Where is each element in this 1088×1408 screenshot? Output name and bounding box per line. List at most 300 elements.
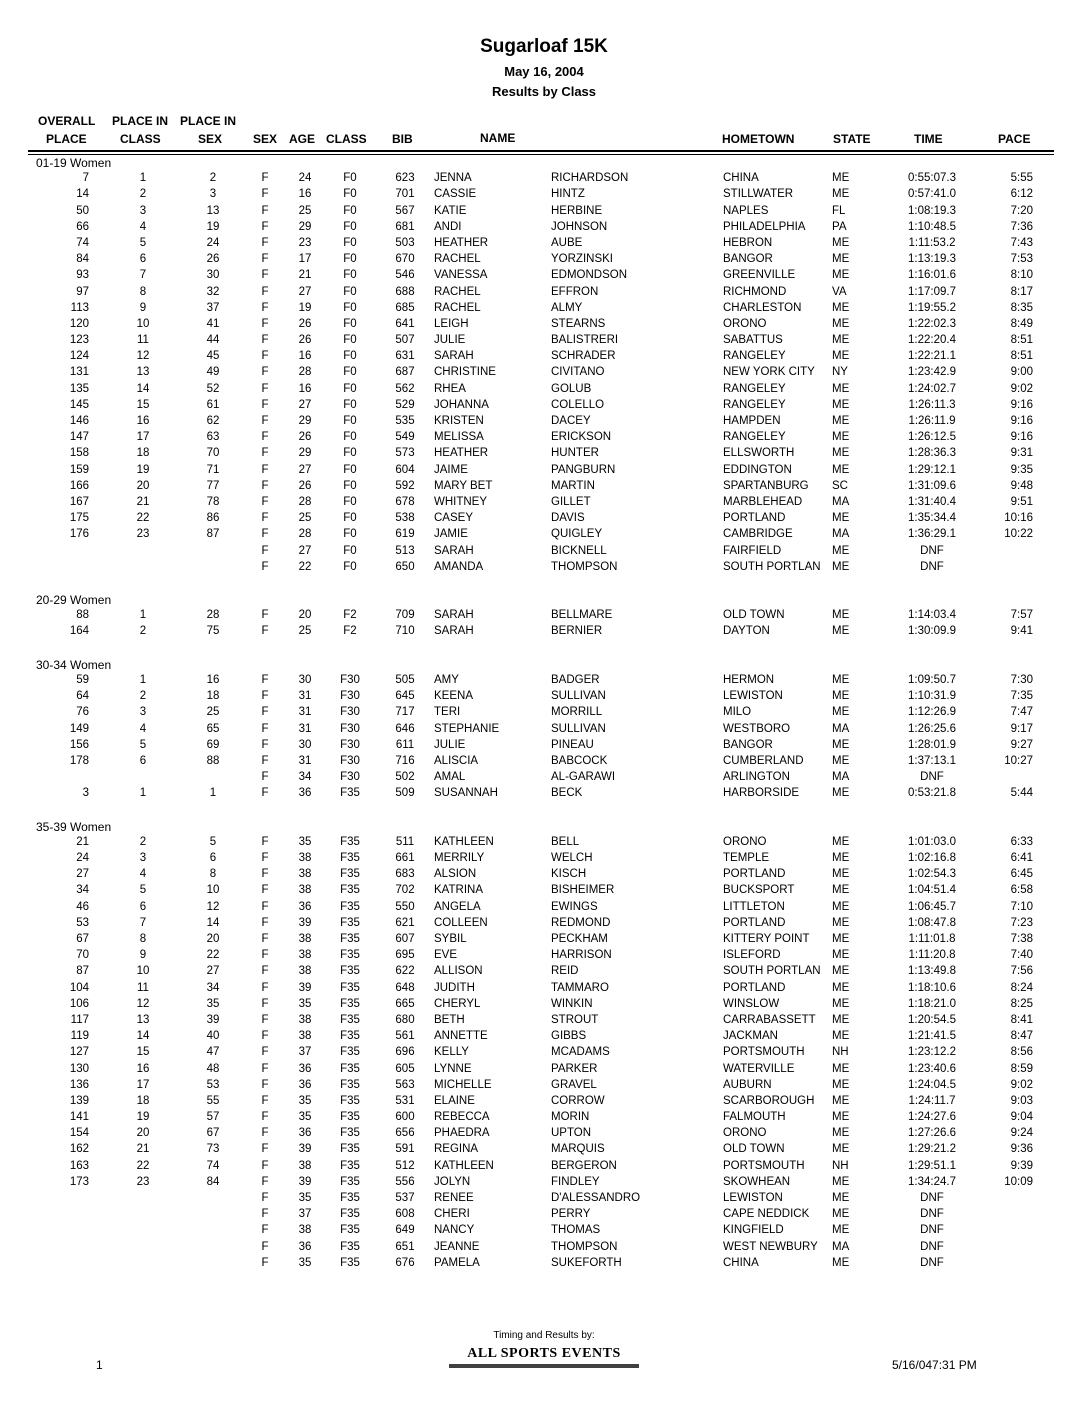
cell-first-name: RACHEL: [434, 253, 481, 266]
cell-sex: F: [261, 1013, 269, 1026]
cell-bib: 716: [395, 754, 415, 767]
cell-hometown: SKOWHEAN: [723, 1175, 791, 1188]
cell-pace: 8:49: [1010, 317, 1033, 330]
cell-state: ME: [832, 172, 850, 185]
col-state: STATE: [833, 132, 871, 146]
cell-pace: 9:24: [1010, 1127, 1033, 1140]
cell-overall-place: 162: [69, 1143, 89, 1156]
cell-class: F35: [340, 900, 360, 913]
cell-overall-place: 120: [69, 317, 89, 330]
col-class: CLASS: [326, 132, 367, 146]
cell-hometown: FAIRFIELD: [723, 544, 782, 557]
cell-state: ME: [832, 447, 850, 460]
cell-class: F35: [340, 1159, 360, 1172]
cell-overall-place: 130: [69, 1062, 89, 1075]
cell-hometown: CHINA: [723, 1256, 759, 1269]
cell-age: 39: [298, 1175, 312, 1188]
cell-pace: 7:10: [1010, 900, 1033, 913]
cell-state: ME: [832, 1224, 850, 1237]
cell-last-name: BADGER: [551, 674, 600, 686]
table-row: [0, 1126, 1088, 1142]
cell-pace: 10:16: [1004, 512, 1033, 525]
cell-class: F0: [343, 447, 357, 460]
cell-class-place: 2: [139, 188, 147, 201]
cell-last-name: DACEY: [551, 415, 591, 427]
cell-overall-place: 166: [69, 479, 89, 492]
cell-age: 25: [298, 204, 312, 217]
cell-overall-place: 70: [76, 949, 89, 962]
cell-bib: 556: [395, 1175, 415, 1188]
cell-overall-place: 93: [76, 269, 89, 282]
col-place: PLACE: [46, 132, 87, 146]
cell-sex: F: [261, 625, 269, 638]
cell-overall-place: 136: [69, 1078, 89, 1091]
cell-sex-place: 2: [209, 172, 217, 185]
cell-pace: 10:09: [1004, 1175, 1033, 1188]
cell-age: 23: [298, 236, 312, 249]
cell-bib: 509: [395, 787, 415, 800]
cell-sex: F: [261, 1078, 269, 1091]
cell-class: F35: [340, 933, 360, 945]
cell-first-name: AMANDA: [434, 560, 484, 573]
cell-pace: 8:24: [1010, 981, 1033, 994]
cell-state: MA: [832, 495, 850, 508]
cell-bib: 701: [395, 188, 415, 201]
cell-first-name: REGINA: [434, 1143, 479, 1156]
cell-first-name: JEANNE: [434, 1240, 480, 1253]
table-row: [0, 252, 1088, 268]
cell-bib: 550: [395, 900, 415, 913]
cell-pace: 8:17: [1010, 285, 1033, 298]
cell-sex: F: [261, 334, 269, 347]
cell-bib: 511: [395, 835, 415, 848]
cell-overall-place: 131: [69, 366, 89, 379]
cell-overall-place: 119: [70, 1030, 89, 1043]
cell-time: 1:26:11.9: [908, 415, 956, 427]
cell-state: ME: [832, 1127, 850, 1140]
cell-age: 24: [298, 172, 312, 185]
table-row: [0, 187, 1088, 203]
cell-first-name: JAMIE: [434, 528, 468, 541]
cell-bib: 531: [395, 1094, 415, 1107]
cell-overall-place: 127: [69, 1046, 89, 1059]
cell-state: ME: [832, 1013, 850, 1026]
section-label: 30-34 Women: [36, 657, 112, 672]
cell-age: 26: [298, 479, 312, 492]
table-row: [0, 398, 1088, 414]
cell-state: ME: [832, 706, 850, 719]
cell-time: 1:01:03.0: [908, 835, 956, 848]
table-row: [0, 770, 1088, 786]
cell-state: ME: [832, 1062, 850, 1075]
cell-first-name: KATIE: [434, 204, 467, 217]
cell-sex: F: [261, 981, 269, 994]
cell-pace: 5:44: [1010, 787, 1033, 800]
cell-sex-place: 53: [206, 1078, 220, 1091]
cell-first-name: RHEA: [434, 382, 466, 395]
cell-sex: F: [261, 253, 269, 266]
cell-age: 38: [298, 868, 312, 881]
cell-pace: 7:53: [1010, 253, 1033, 266]
cell-first-name: MARY BET: [434, 479, 493, 492]
cell-first-name: SARAH: [434, 625, 474, 638]
cell-hometown: LEWISTON: [723, 690, 783, 703]
cell-sex: F: [261, 674, 269, 686]
cell-sex-place: 86: [206, 512, 220, 525]
cell-sex: F: [261, 188, 269, 201]
cell-last-name: EWINGS: [551, 900, 598, 913]
cell-sex-place: 28: [206, 609, 220, 622]
cell-bib: 546: [395, 269, 415, 282]
cell-overall-place: 117: [70, 1013, 89, 1026]
cell-state: ME: [832, 512, 850, 525]
table-row: [0, 1094, 1088, 1110]
cell-class-place: 17: [136, 431, 150, 444]
cell-class: F35: [340, 1175, 360, 1188]
cell-state: ME: [832, 544, 850, 557]
cell-sex: F: [261, 690, 269, 703]
cell-state: ME: [832, 236, 850, 249]
table-row: [0, 544, 1088, 560]
cell-age: 38: [298, 884, 312, 897]
cell-sex: F: [261, 220, 269, 233]
cell-hometown: CARRABASSETT: [723, 1013, 816, 1026]
cell-overall-place: 34: [76, 884, 89, 897]
cell-first-name: RACHEL: [434, 301, 481, 314]
table-row: [0, 948, 1088, 964]
cell-age: 25: [298, 625, 312, 638]
cell-time: 1:11:01.8: [908, 933, 956, 945]
cell-class-place: 20: [136, 1127, 150, 1140]
cell-bib: 622: [395, 965, 415, 978]
cell-overall-place: 146: [69, 415, 89, 427]
cell-first-name: SARAH: [434, 609, 474, 622]
cell-overall-place: 53: [76, 916, 89, 929]
cell-state: ME: [832, 997, 850, 1010]
cell-age: 19: [298, 301, 312, 314]
cell-hometown: GREENVILLE: [723, 269, 796, 282]
cell-first-name: LYNNE: [434, 1062, 472, 1075]
cell-state: ME: [832, 1030, 850, 1043]
cell-sex: F: [261, 933, 269, 945]
table-row: [0, 204, 1088, 220]
cell-sex: F: [261, 835, 269, 848]
cell-bib: 623: [395, 172, 415, 185]
cell-state: MA: [832, 722, 850, 735]
cell-state: ME: [832, 787, 850, 800]
cell-overall-place: 173: [69, 1175, 89, 1188]
cell-age: 35: [298, 1111, 312, 1124]
cell-class: F35: [340, 852, 360, 865]
cell-pace: 7:38: [1010, 933, 1033, 945]
cell-hometown: BUCKSPORT: [723, 884, 795, 897]
cell-last-name: PECKHAM: [551, 933, 608, 945]
cell-bib: 591: [395, 1143, 415, 1156]
cell-sex-place: 19: [206, 220, 220, 233]
cell-bib: 646: [395, 722, 415, 735]
table-row: [0, 365, 1088, 381]
cell-hometown: HEBRON: [723, 236, 773, 249]
page-number: 1: [96, 1358, 103, 1372]
cell-sex: F: [261, 544, 269, 557]
cell-overall-place: 145: [69, 398, 89, 411]
cell-sex-place: 10: [206, 884, 220, 897]
cell-last-name: CORROW: [551, 1094, 605, 1107]
cell-time: DNF: [920, 560, 944, 573]
cell-time: DNF: [920, 1256, 944, 1269]
cell-bib: 605: [395, 1062, 415, 1075]
cell-overall-place: 123: [69, 334, 89, 347]
cell-overall-place: 66: [76, 220, 89, 233]
cell-overall-place: 147: [69, 431, 89, 444]
cell-last-name: JOHNSON: [551, 220, 608, 233]
table-row: [0, 883, 1088, 899]
cell-state: FL: [832, 204, 846, 217]
table-row: [0, 1062, 1088, 1078]
cell-age: 30: [298, 738, 312, 751]
cell-class: F35: [340, 884, 360, 897]
cell-sex-place: 57: [206, 1111, 220, 1124]
cell-time: 1:24:02.7: [908, 382, 956, 395]
table-row: [0, 527, 1088, 543]
cell-hometown: HARBORSIDE: [723, 787, 800, 800]
cell-age: 30: [298, 674, 312, 686]
cell-first-name: KATRINA: [434, 884, 483, 897]
table-row: [0, 495, 1088, 511]
cell-time: 1:02:16.8: [908, 852, 956, 865]
cell-class: F35: [340, 965, 360, 978]
cell-class: F0: [343, 415, 357, 427]
cell-hometown: WESTBORO: [723, 722, 791, 735]
cell-overall-place: 97: [76, 285, 89, 298]
cell-pace: 9:02: [1010, 382, 1033, 395]
cell-bib: 604: [395, 463, 415, 476]
cell-sex: F: [261, 965, 269, 978]
table-row: [0, 754, 1088, 770]
cell-bib: 641: [395, 317, 415, 330]
cell-state: ME: [832, 738, 850, 751]
cell-bib: 631: [395, 350, 415, 363]
cell-first-name: KRISTEN: [434, 415, 484, 427]
cell-first-name: MERRILY: [434, 852, 485, 865]
cell-time: 1:18:21.0: [908, 997, 956, 1010]
cell-first-name: CHERYL: [434, 997, 481, 1010]
cell-pace: 9:17: [1010, 722, 1033, 735]
cell-age: 21: [298, 269, 312, 282]
cell-time: 1:18:10.6: [908, 981, 956, 994]
cell-age: 35: [298, 1094, 312, 1107]
report-subtitle: Results by Class: [491, 84, 597, 99]
cell-sex: F: [261, 1224, 269, 1237]
cell-class-place: 4: [139, 220, 147, 233]
cell-age: 29: [298, 415, 312, 427]
cell-pace: 7:35: [1010, 690, 1033, 703]
cell-age: 27: [298, 463, 312, 476]
cell-last-name: PERRY: [551, 1208, 591, 1221]
cell-class-place: 5: [139, 884, 147, 897]
cell-class: F35: [340, 1240, 360, 1253]
table-row: [0, 786, 1088, 802]
cell-age: 36: [298, 787, 312, 800]
cell-first-name: JAIME: [434, 463, 468, 476]
cell-sex-place: 37: [206, 301, 220, 314]
cell-last-name: COLELLO: [551, 398, 605, 411]
table-row: [0, 1029, 1088, 1045]
cell-state: ME: [832, 560, 850, 573]
results-table: [0, 155, 1088, 1272]
cell-first-name: VANESSA: [434, 269, 488, 282]
table-row: [0, 851, 1088, 867]
cell-class-place: 22: [136, 1159, 150, 1172]
cell-first-name: SUSANNAH: [434, 787, 498, 800]
cell-last-name: EFFRON: [551, 285, 599, 298]
table-row: [0, 1110, 1088, 1126]
cell-sex-place: 22: [206, 949, 220, 962]
cell-pace: 8:35: [1010, 301, 1033, 314]
cell-time: DNF: [920, 1192, 944, 1204]
cell-class: F35: [340, 997, 360, 1010]
cell-bib: 650: [395, 560, 415, 573]
cell-class: F35: [340, 1143, 360, 1156]
cell-overall-place: 104: [69, 981, 89, 994]
cell-sex-place: 63: [206, 431, 220, 444]
cell-first-name: ALLISON: [434, 965, 483, 978]
cell-first-name: KATHLEEN: [434, 835, 494, 848]
cell-bib: 600: [395, 1111, 415, 1124]
cell-last-name: AL-GARAWI: [551, 771, 616, 784]
cell-sex: F: [261, 431, 269, 444]
cell-hometown: ORONO: [723, 1127, 767, 1140]
cell-time: 1:26:11.3: [908, 398, 956, 411]
cell-last-name: YORZINSKI: [551, 253, 613, 266]
timing-credit: Timing and Results by:: [493, 1330, 595, 1341]
cell-bib: 512: [395, 1159, 415, 1172]
cell-class-place: 16: [136, 415, 150, 427]
cell-time: 1:11:53.2: [908, 236, 956, 249]
cell-age: 16: [298, 188, 312, 201]
cell-age: 22: [298, 560, 312, 573]
section-header: [0, 657, 1088, 673]
cell-state: ME: [832, 933, 850, 945]
cell-class-place: 10: [136, 317, 150, 330]
cell-hometown: RANGELEY: [723, 350, 786, 363]
cell-last-name: MORIN: [551, 1111, 590, 1124]
cell-hometown: NAPLES: [723, 204, 769, 217]
cell-hometown: CAMBRIDGE: [723, 528, 793, 541]
cell-bib: 502: [395, 771, 415, 784]
table-row: [0, 932, 1088, 948]
cell-first-name: STEPHANIE: [434, 722, 500, 735]
table-row: [0, 236, 1088, 252]
cell-age: 36: [298, 1062, 312, 1075]
cell-sex-place: 78: [206, 495, 220, 508]
table-row: [0, 463, 1088, 479]
cell-first-name: PHAEDRA: [434, 1127, 490, 1140]
cell-class-place: 23: [136, 528, 150, 541]
cell-overall-place: 74: [76, 236, 89, 249]
cell-hometown: CUMBERLAND: [723, 754, 804, 767]
cell-overall-place: 84: [76, 253, 89, 266]
cell-first-name: MELISSA: [434, 431, 484, 444]
cell-first-name: JULIE: [434, 334, 466, 347]
table-row: [0, 835, 1088, 851]
col-class-place: CLASS: [120, 132, 161, 146]
cell-sex: F: [261, 1111, 269, 1124]
cell-first-name: CASEY: [434, 512, 473, 525]
cell-time: 1:20:54.5: [908, 1013, 956, 1026]
cell-hometown: RANGELEY: [723, 431, 786, 444]
cell-time: 1:22:20.4: [908, 334, 956, 347]
cell-bib: 535: [395, 415, 415, 427]
cell-sex-place: 39: [206, 1013, 220, 1026]
cell-class-place: 19: [136, 1111, 150, 1124]
table-row: [0, 511, 1088, 527]
cell-class-place: 15: [136, 1046, 150, 1059]
cell-time: 1:08:19.3: [908, 204, 956, 217]
table-row: [0, 220, 1088, 236]
cell-last-name: PANGBURN: [551, 463, 616, 476]
cell-sex: F: [261, 1143, 269, 1156]
cell-sex: F: [261, 1159, 269, 1172]
cell-sex: F: [261, 706, 269, 719]
cell-state: ME: [832, 269, 850, 282]
cell-pace: 7:47: [1010, 706, 1033, 719]
cell-sex-place: 27: [206, 965, 220, 978]
cell-age: 35: [298, 1256, 312, 1269]
cell-bib: 607: [395, 933, 415, 945]
cell-first-name: ALISCIA: [434, 754, 479, 767]
cell-class: F0: [343, 253, 357, 266]
cell-bib: 685: [395, 301, 415, 314]
cell-hometown: SOUTH PORTLAN: [723, 560, 821, 573]
cell-last-name: MARQUIS: [551, 1143, 605, 1156]
cell-state: PA: [832, 220, 847, 233]
cell-overall-place: 46: [76, 900, 89, 913]
cell-first-name: SARAH: [434, 350, 474, 363]
cell-hometown: ARLINGTON: [723, 771, 790, 784]
cell-overall-place: 175: [69, 512, 89, 525]
cell-hometown: KINGFIELD: [723, 1224, 784, 1237]
cell-class: F0: [343, 220, 357, 233]
cell-sex: F: [261, 1256, 269, 1269]
cell-hometown: BANGOR: [723, 738, 773, 751]
cell-age: 38: [298, 933, 312, 945]
cell-sex: F: [261, 754, 269, 767]
cell-bib: 683: [395, 868, 415, 881]
cell-last-name: HINTZ: [551, 188, 585, 201]
cell-time: 1:22:21.1: [908, 350, 956, 363]
cell-time: 1:10:31.9: [908, 690, 956, 703]
cell-age: 31: [298, 722, 312, 735]
cell-class-place: 1: [139, 787, 147, 800]
cell-age: 38: [298, 1159, 312, 1172]
cell-class: F0: [343, 301, 357, 314]
cell-time: 1:28:01.9: [908, 738, 956, 751]
cell-time: DNF: [920, 1240, 944, 1253]
cell-first-name: CASSIE: [434, 188, 477, 201]
cell-hometown: HAMPDEN: [723, 415, 781, 427]
cell-bib: 670: [395, 253, 415, 266]
cell-hometown: PORTLAND: [723, 512, 786, 525]
cell-state: ME: [832, 382, 850, 395]
cell-class: F0: [343, 463, 357, 476]
cell-hometown: BANGOR: [723, 253, 773, 266]
cell-class: F0: [343, 431, 357, 444]
cell-last-name: HARRISON: [551, 949, 612, 962]
cell-sex: F: [261, 398, 269, 411]
cell-sex: F: [261, 495, 269, 508]
cell-sex: F: [261, 172, 269, 185]
